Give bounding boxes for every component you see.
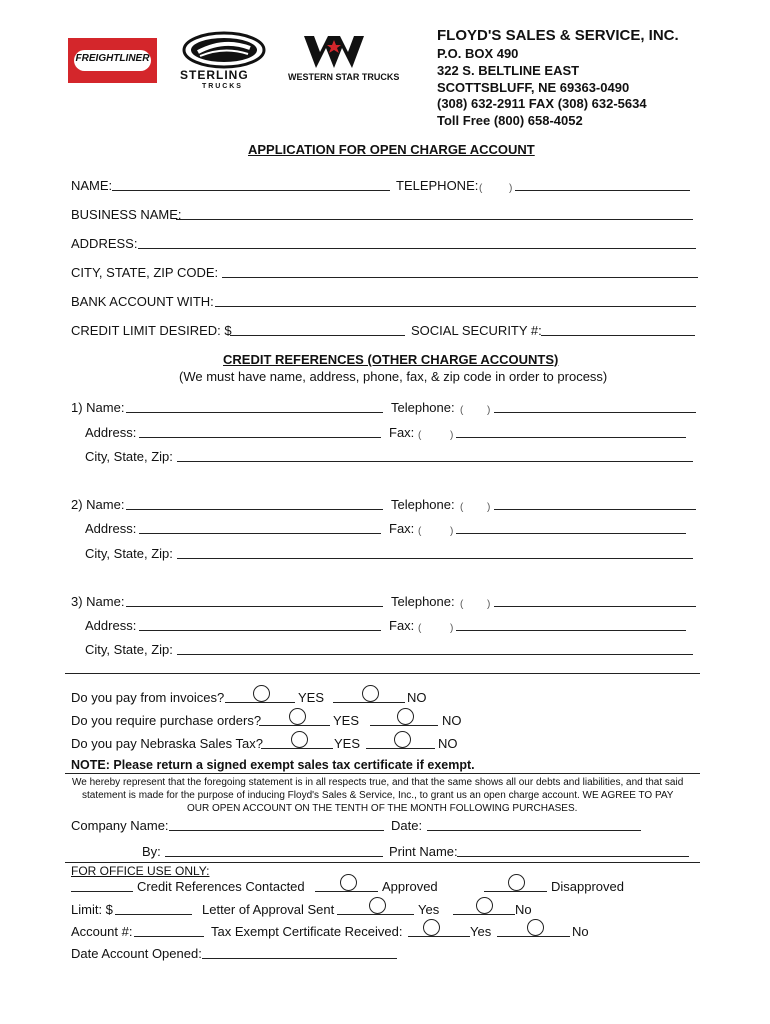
telephone-label: TELEPHONE: — [396, 178, 479, 193]
limit-label: Limit: $ — [71, 902, 113, 917]
invoices-yes-line — [225, 702, 295, 703]
telephone-paren-open: ( — [479, 183, 483, 194]
tax-yes-label: YES — [334, 736, 361, 751]
ref3-city-field[interactable] — [177, 654, 693, 655]
freightliner-logo-text: FREIGHTLINER — [75, 53, 150, 64]
business-name-field[interactable] — [176, 219, 693, 220]
ref3-fax-paren-close: ) — [450, 623, 454, 634]
name-field[interactable] — [112, 190, 390, 191]
approved-radio[interactable] — [340, 874, 357, 891]
credit-limit-label: CREDIT LIMIT DESIRED: $ — [71, 323, 232, 338]
ref3-city-label: City, State, Zip: — [85, 642, 173, 657]
tax-yes-line — [261, 748, 333, 749]
name-label: NAME: — [71, 178, 113, 193]
date-field[interactable] — [427, 830, 641, 831]
letter-approval-label: Letter of Approval Sent — [202, 902, 335, 917]
tax-exempt-yes-label: Yes — [470, 924, 492, 939]
ref1-tel-paren-close: ) — [487, 405, 491, 416]
sterling-logo-text: STERLING — [180, 68, 249, 82]
po-yes-radio[interactable] — [289, 708, 306, 725]
letter-yes-line — [337, 914, 414, 915]
ref3-tel-paren-close: ) — [487, 599, 491, 610]
ref1-fax-paren-open: ( — [418, 430, 422, 441]
ref2-tel-paren-close: ) — [487, 502, 491, 513]
company-name-field[interactable] — [169, 830, 384, 831]
credit-refs-label: Credit References Contacted — [137, 879, 305, 894]
ref2-name-label: 2) Name: — [71, 497, 125, 512]
company-po-box: P.O. BOX 490 — [437, 46, 519, 61]
ref1-address-label: Address: — [85, 425, 137, 440]
letter-yes-label: Yes — [418, 902, 440, 917]
statement-line-1: We hereby represent that the foregoing statement is in all respects true, and that the same shows all our debts and liabilities, and that said — [72, 777, 684, 788]
tax-no-line — [366, 748, 435, 749]
tax-no-label: NO — [438, 736, 458, 751]
ref2-fax-paren-close: ) — [450, 526, 454, 537]
business-name-label: BUSINESS NAME: — [71, 207, 182, 222]
disapproved-radio[interactable] — [508, 874, 525, 891]
ref2-tel-paren-open: ( — [460, 502, 464, 513]
question-invoices-text: Do you pay from invoices? — [71, 690, 225, 705]
invoices-no-radio[interactable] — [362, 685, 379, 702]
company-city: SCOTTSBLUFF, NE 69363-0490 — [437, 80, 630, 95]
city-state-zip-label: CITY, STATE, ZIP CODE: — [71, 265, 219, 280]
address-label: ADDRESS: — [71, 236, 138, 251]
disapproved-label: Disapproved — [551, 879, 624, 894]
exempt-note: NOTE: Please return a signed exempt sales tax certificate if exempt. — [71, 758, 475, 772]
company-name: FLOYD'S SALES & SERVICE, INC. — [437, 27, 679, 44]
by-field[interactable] — [165, 856, 383, 857]
invoices-no-line — [333, 702, 405, 703]
print-name-label: Print Name: — [389, 844, 458, 859]
approved-line — [315, 891, 378, 892]
invoices-no-label: NO — [407, 690, 427, 705]
date-label: Date: — [391, 818, 423, 833]
credit-refs-line[interactable] — [71, 891, 133, 892]
question-tax-text: Do you pay Nebraska Sales Tax? — [71, 736, 263, 751]
ref2-city-field[interactable] — [177, 558, 693, 559]
section-divider-1 — [65, 673, 700, 674]
ref1-city-field[interactable] — [177, 461, 693, 462]
sterling-logo-subtext: T R U C K S — [202, 83, 241, 90]
letter-no-label: No — [515, 902, 532, 917]
references-heading: CREDIT REFERENCES (OTHER CHARGE ACCOUNTS) — [223, 352, 559, 367]
statement-line-2: statement is made for the purpose of inducing Floyd's Sales & Service, Inc., to grant us an open charge account. WE AGREE TO PAY — [82, 790, 674, 801]
bank-account-label: BANK ACCOUNT WITH: — [71, 294, 214, 309]
freightliner-logo — [68, 38, 157, 83]
western-star-logo — [288, 34, 400, 86]
city-state-zip-field[interactable] — [222, 277, 698, 278]
telephone-field[interactable] — [515, 190, 690, 191]
ref2-address-label: Address: — [85, 521, 137, 536]
ref1-address-field[interactable] — [139, 437, 381, 438]
ref1-fax-field[interactable] — [456, 437, 686, 438]
ref3-fax-field[interactable] — [456, 630, 686, 631]
references-subheading: (We must have name, address, phone, fax, & zip code in order to process) — [179, 369, 608, 384]
letter-yes-radio[interactable] — [369, 897, 386, 914]
print-name-field[interactable] — [457, 856, 689, 857]
ref3-fax-paren-open: ( — [418, 623, 422, 634]
tax-exempt-no-line — [497, 936, 570, 937]
tax-exempt-no-radio[interactable] — [527, 919, 544, 936]
ref3-address-label: Address: — [85, 618, 137, 633]
letter-no-radio[interactable] — [476, 897, 493, 914]
credit-limit-field[interactable] — [230, 335, 405, 336]
ref3-fax-label: Fax: — [389, 618, 415, 633]
ref3-name-field[interactable] — [126, 606, 383, 607]
ref3-telephone-field[interactable] — [494, 606, 696, 607]
ref1-fax-paren-close: ) — [450, 430, 454, 441]
statement-line-3: OUR OPEN ACCOUNT ON THE TENTH OF THE MONTH FOLLOWING PURCHASES. — [187, 803, 578, 814]
ref2-city-label: City, State, Zip: — [85, 546, 173, 561]
ref2-name-field[interactable] — [126, 509, 383, 510]
office-heading: FOR OFFICE USE ONLY: — [71, 864, 210, 878]
form-title: APPLICATION FOR OPEN CHARGE ACCOUNT — [248, 142, 535, 157]
ref2-fax-label: Fax: — [389, 521, 415, 536]
date-opened-label: Date Account Opened: — [71, 946, 202, 961]
ref3-tel-paren-open: ( — [460, 599, 464, 610]
disapproved-line — [484, 891, 547, 892]
tax-exempt-yes-line — [408, 936, 470, 937]
ref2-telephone-field[interactable] — [494, 509, 696, 510]
question-po-text: Do you require purchase orders? — [71, 713, 262, 728]
ref1-city-label: City, State, Zip: — [85, 449, 173, 464]
company-phone-fax: (308) 632-2911 FAX (308) 632-5634 — [437, 96, 647, 111]
western-star-logo-text: WESTERN STAR TRUCKS — [288, 72, 400, 82]
ref1-name-field[interactable] — [126, 412, 383, 413]
ref2-fax-field[interactable] — [456, 533, 686, 534]
ref2-address-field[interactable] — [139, 533, 381, 534]
ref3-name-label: 3) Name: — [71, 594, 125, 609]
tax-exempt-no-label: No — [572, 924, 589, 939]
company-street: 322 S. BELTLINE EAST — [437, 63, 580, 78]
section-divider-3 — [65, 862, 700, 863]
address-field[interactable] — [138, 248, 696, 249]
tax-yes-radio[interactable] — [291, 731, 308, 748]
ref2-fax-paren-open: ( — [418, 526, 422, 537]
telephone-paren-close: ) — [509, 183, 513, 194]
ref2-telephone-label: Telephone: — [391, 497, 455, 512]
ssn-field[interactable] — [541, 335, 695, 336]
tax-no-radio[interactable] — [394, 731, 411, 748]
letter-no-line — [453, 914, 515, 915]
ref1-name-label: 1) Name: — [71, 400, 125, 415]
ref3-address-field[interactable] — [139, 630, 381, 631]
po-yes-line — [259, 725, 330, 726]
ref1-fax-label: Fax: — [389, 425, 415, 440]
po-no-radio[interactable] — [397, 708, 414, 725]
tax-exempt-yes-radio[interactable] — [423, 919, 440, 936]
po-yes-label: YES — [333, 713, 360, 728]
account-label: Account #: — [71, 924, 133, 939]
ref1-tel-paren-open: ( — [460, 405, 464, 416]
po-no-label: NO — [442, 713, 462, 728]
po-no-line — [370, 725, 438, 726]
limit-field[interactable] — [115, 914, 192, 915]
tax-exempt-label: Tax Exempt Certificate Received: — [211, 924, 403, 939]
account-field[interactable] — [134, 936, 204, 937]
sterling-logo — [178, 30, 270, 92]
approved-label: Approved — [382, 879, 438, 894]
invoices-yes-label: YES — [298, 690, 325, 705]
company-toll-free: Toll Free (800) 658-4052 — [437, 113, 583, 128]
section-divider-2 — [65, 773, 700, 774]
ref1-telephone-label: Telephone: — [391, 400, 455, 415]
invoices-yes-radio[interactable] — [253, 685, 270, 702]
ssn-label: SOCIAL SECURITY #: — [411, 323, 542, 338]
company-name-label: Company Name: — [71, 818, 169, 833]
date-opened-field[interactable] — [202, 958, 397, 959]
ref1-telephone-field[interactable] — [494, 412, 696, 413]
bank-account-field[interactable] — [215, 306, 696, 307]
ref3-telephone-label: Telephone: — [391, 594, 455, 609]
by-label: By: — [142, 844, 161, 859]
